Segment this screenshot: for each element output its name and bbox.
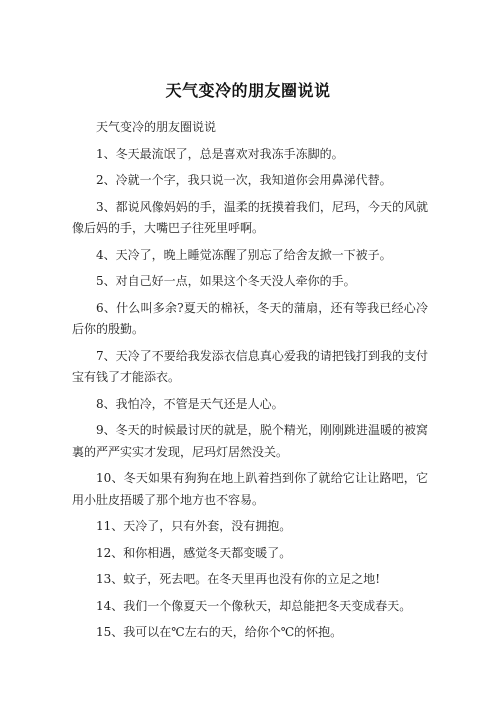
paragraph-10: 10、冬天如果有狗狗在地上趴着挡到你了就给它让让路吧，它用小肚皮捂暖了那个地方也不容易。 bbox=[72, 471, 428, 507]
paragraph-15: 15、我可以在℃左右的天，给你个℃的怀抱。 bbox=[96, 625, 343, 639]
page-title: 天气变冷的朋友圈说说 bbox=[165, 81, 331, 100]
subtitle: 天气变冷的朋友圈说说 bbox=[96, 120, 217, 134]
paragraph-8: 8、我怕冷，不管是天气还是人心。 bbox=[96, 396, 284, 411]
document-body bbox=[72, 117, 428, 649]
paragraph-2: 2、冷就一个字，我只说一次，我知道你会用鼻涕代替。 bbox=[96, 173, 392, 187]
paragraph-14: 14、我们一个像夏天一个像秋天，却总能把冬天变成春天。 bbox=[96, 598, 412, 613]
paragraph-4: 4、天冷了，晚上睡觉冻醒了别忘了给舍友掀一下被子。 bbox=[96, 247, 392, 262]
paragraph-7: 7、天冷了不要给我发添衣信息真心爱我的请把钱打到我的支付宝有钱了才能添衣。 bbox=[72, 348, 428, 384]
paragraph-3: 3、都说风像妈妈的手，温柔的抚摸着我们，尼玛，今天的风就像后妈的手，大嘴巴子往死里呼啊。 bbox=[72, 199, 428, 235]
paragraph-5: 5、对自己好一点，如果这个冬天没人牵你的手。 bbox=[96, 274, 356, 288]
paragraph-9: 9、冬天的时候最讨厌的就是，脱个精光，刚刚跳进温暖的被窝裏的严严实实才发现，尼玛灯居然没关。 bbox=[72, 423, 428, 459]
paragraph-12: 12、和你相遇，感觉冬天都变暖了。 bbox=[96, 545, 292, 560]
paragraph-6: 6、什么叫多余?夏天的棉袄，冬天的蒲扇，还有等我已经心冷后你的殷勤。 bbox=[72, 300, 428, 336]
paragraph-13: 13、蚊子，死去吧。在冬天里再也没有你的立足之地! bbox=[96, 572, 381, 586]
paragraph-1: 1、冬天最流氓了，总是喜欢对我冻手冻脚的。 bbox=[96, 146, 344, 161]
paragraph-11: 11、天冷了，只有外套，没有拥抱。 bbox=[96, 519, 292, 533]
